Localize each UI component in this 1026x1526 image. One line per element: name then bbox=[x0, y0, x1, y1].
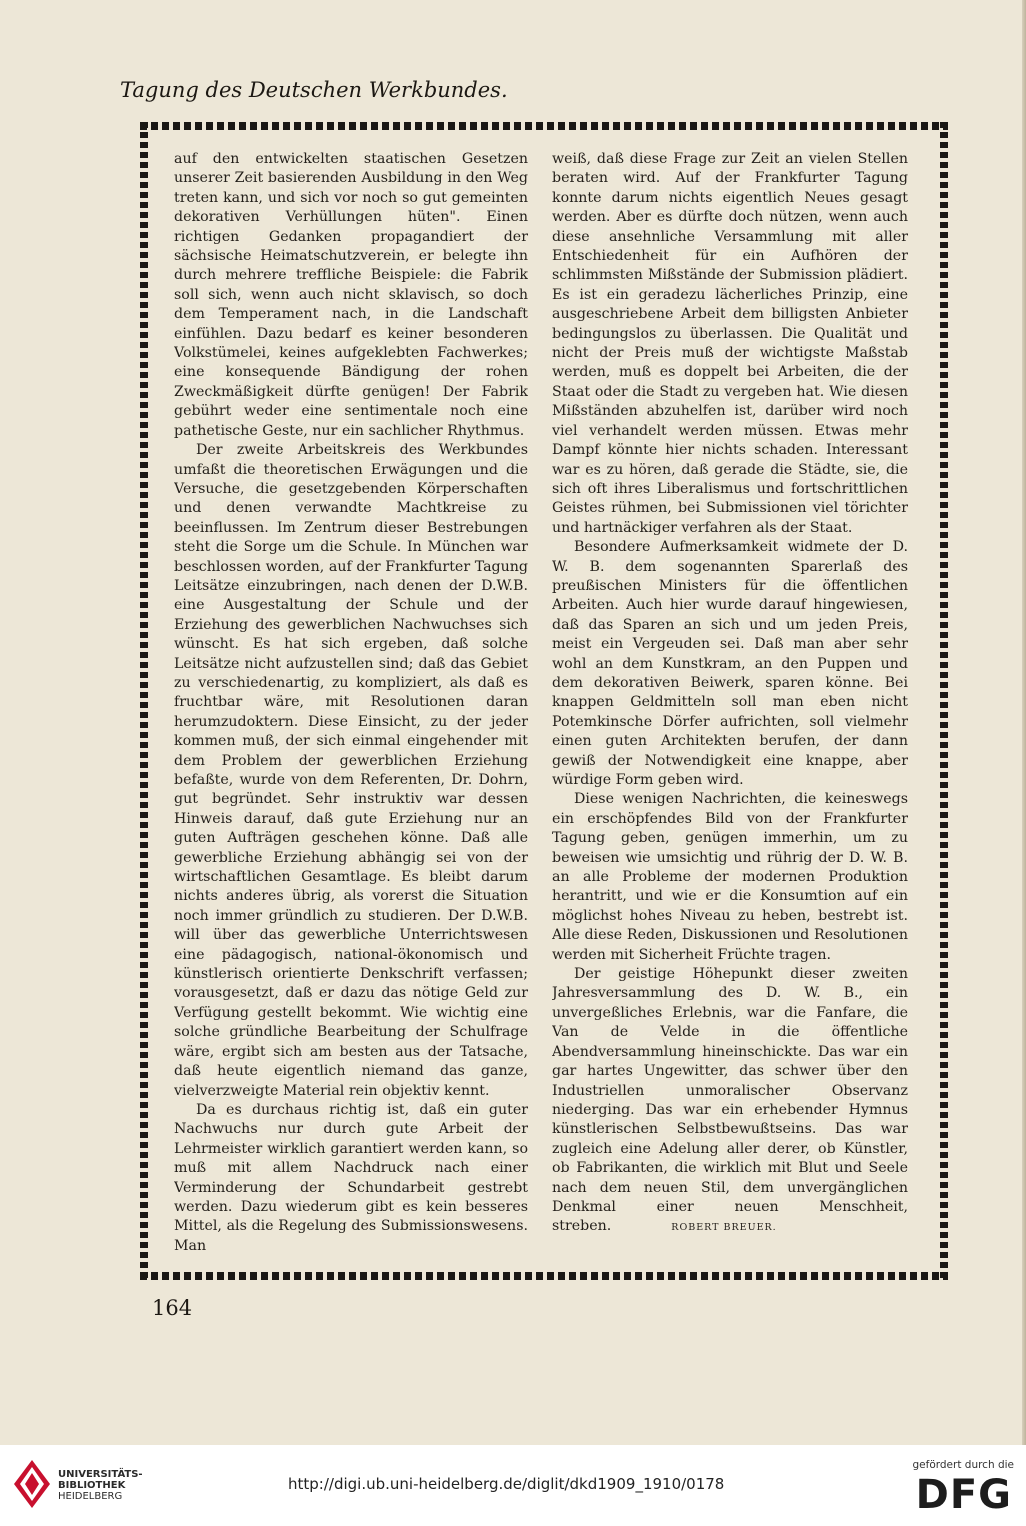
author-signature: ROBERT BREUER. bbox=[671, 1222, 777, 1234]
page-edge-shadow bbox=[1022, 0, 1026, 1445]
paragraph: Der zweite Arbeitskreis des Werkbundes umfaßt die theoretischen Erwägungen und die Versuche, die gesetzgebenden Körperschaften und denen verwandte Machtkreise zu beeinflussen. Im Zentrum dieser Bestrebungen steht die Sorge um die Schule. In München war beschlossen worden, auf der Frankfurter Tagung Leitsätze einzubringen, nach denen der D.W.B. eine Ausgestaltung der Schule und der Erziehung des gewerblichen Nachwuchses sich wünscht. Es hat sich ergeben, daß solche Leitsätze nicht aufzustellen sind; daß das Gebiet zu verschiedenartig, zu kompliziert, als daß es fruchtbar wäre, mit Resolutionen daran herumzudoktern. Diese Einsicht, zu der jeder kommen muß, der sich einmal eingehender mit dem Problem der gewerblichen Erziehung befaßte, wurde von dem Referenten, Dr. Dohrn, gut begründet. Sehr instruktiv war dessen Hinweis darauf, daß gute Erziehung nur an guten Aufträgen geschehen könne. Daß alle gewerbliche Erziehung abhängig sei von der wirtschaftlichen Gesamtlage. Es bleibt darum nichts anderes übrig, als vorerst die Situation noch immer gründlich zu studieren. Der D.W.B. will über das gewerbliche Unterrichtswesen eine pädagogisch, national-ökonomisch und künstlerisch orientierte Denkschrift verfassen; vorausgesetzt, daß er dazu das nötige Geld zur Verfügung gestellt bekommt. Wie wichtig eine solche gründliche Bearbeitung der Schulfrage wäre, ergibt sich am besten aus der Tatsache, daß heute eigentlich niemand das ganze, vielverzweigte Material rein objektiv kennt. bbox=[174, 442, 528, 1099]
library-name-line: BIBLIOTHEK bbox=[58, 1480, 126, 1491]
paragraph: weiß, daß diese Frage zur Zeit an vielen Stellen beraten wird. Auf der Frankfurter Tagung konnte darum nichts eigentlich Neues gesagt werden. Aber es dürfte doch nützen, wenn auch diese ansehnliche Versammlung mit aller Entschiedenheit für ein Aufhören der schlimmsten Mißstände der Submission plädiert. Es ist ein geradezu lächerliches Prinzip, eine ausgeschriebene Arbeit dem billigsten Anbieter bedingungslos zu überlassen. Die Qualität und nicht der Preis muß der wichtigste Maßstab werden, muß es doppelt bei Arbeiten, die der Staat oder die Stadt zu vergeben hat. Wie diesen Mißständen abzuhelfen ist, darüber wird noch viel verhandelt werden müssen. Etwas mehr Dampf könnte hier nichts schaden. Interessant war es zu hören, daß gerade die Städte, sie, die sich oft ihres Liberalismus und fortschrittlichen Geistes rühmen, bei Submissionen viel törichter und hartnäckiger verfahren als der Staat. bbox=[552, 151, 908, 536]
running-head: Tagung des Deutschen Werkbundes. bbox=[120, 78, 508, 102]
library-name-line: HEIDELBERG bbox=[58, 1491, 123, 1502]
text-column-left bbox=[174, 150, 528, 1260]
paragraph-text: Der geistige Höhepunkt dieser zweiten Jahresversammlung des D. W. B., ein unvergeßliches Erlebnis, war die Fanfare, die Van de Velde in die öffentliche Abendversammlung hineinschickte. Das war ein gar hartes Ungewitter, das schwer über den Industriellen unmoralischer Observanz niederging. Das war ein erhebender Hymnus künstlerischen Selbstbewußtseins. Das war zugleich eine Adelung aller derer, ob Künstler, ob Fabrikanten, die wirklich mit Blut und Seele nach dem neuen Stil, dem unvergänglichen Denkmal einer neuen Menschheit, streben. bbox=[552, 966, 908, 1235]
paragraph: Besondere Aufmerksamkeit widmete der D. W. B. dem sogenannten Sparerlaß des preußischen Ministers für die öffentlichen Arbeiten. Auch hier wurde darauf hingewiesen, daß das Sparen an sich und um jeden Preis, meist ein Vergeuden sei. Daß man aber sehr wohl an dem Kunstkram, an den Puppen und dem dekorativen Beiwerk, sparen könne. Bei knappen Geldmitteln soll man eben nicht Potemkinsche Dörfer aufrichten, soll vielmehr einen guten Architekten berufen, der dann gewiß der Notwendigkeit eine knappe, aber würdige Form geben wird. bbox=[552, 539, 908, 788]
page-number: 164 bbox=[152, 1296, 193, 1320]
source-url-link[interactable]: http://digi.ub.uni-heidelberg.de/diglit/dkd1909_1910/0178 bbox=[288, 1475, 725, 1493]
paragraph: auf den entwickelten staatischen Gesetzen unserer Zeit basierenden Ausbildung in den Weg treten kann, und sich vor noch so gut gemeinten dekorativen Verhüllungen hüten". Einen richtigen Gedanken propagandiert der sächsische Heimatschutzverein, er belegte ihn durch mehrere treffliche Beispiele: die Fabrik soll sich, wenn auch nicht sklavisch, so doch dem Temperament nach, in die Landschaft einfühlen. Dazu bedarf es keiner besonderen Volkstümelei, keines aufgeklebten Fachwerkes; eine konsequende Bändigung der rohen Zweckmäßigkeit dürfte genügen! Der Fabrik gebührt weder eine sentimentale noch eine pathetische Geste, nur ein sachlicher Rhythmus. bbox=[174, 151, 528, 439]
frame-border-right bbox=[940, 122, 948, 1280]
frame-border-top bbox=[140, 122, 948, 130]
library-name-line: UNIVERSITÄTS- bbox=[58, 1469, 143, 1480]
paragraph-last bbox=[552, 965, 908, 1238]
dfg-logo: DFG bbox=[915, 1472, 1012, 1518]
library-name bbox=[58, 1469, 143, 1502]
university-library-logo-icon bbox=[12, 1458, 52, 1510]
frame-border-bottom bbox=[140, 1272, 948, 1280]
paragraph: Da es durchaus richtig ist, daß ein guter Nachwuchs nur durch gute Arbeit der Lehrmeister wirklich garantiert werden kann, so muß mit allem Nachdruck nach einer Verminderung der Schundarbeit gestrebt werden. Dazu wiederum gibt es kein besseres Mittel, als die Regelung des Submissionswesens. Man bbox=[174, 1101, 528, 1254]
digitization-footer bbox=[0, 1445, 1026, 1526]
frame-border-left bbox=[140, 122, 148, 1280]
funded-by-label: gefördert durch die bbox=[912, 1459, 1014, 1471]
text-column-right bbox=[552, 150, 908, 1260]
paragraph: Diese wenigen Nachrichten, die keineswegs ein erschöpfendes Bild von der Frankfurter Tagung geben, genügen immerhin, um zu beweisen wie umsichtig und rührig der D. W. B. an alle Probleme der modernen Produktion herantritt, und wie er die Konsumtion auf ein möglichst hohes Niveau zu heben, bestrebt ist. Alle diese Reden, Diskussionen und Resolutionen werden mit Sicherheit Früchte tragen. bbox=[552, 791, 908, 963]
